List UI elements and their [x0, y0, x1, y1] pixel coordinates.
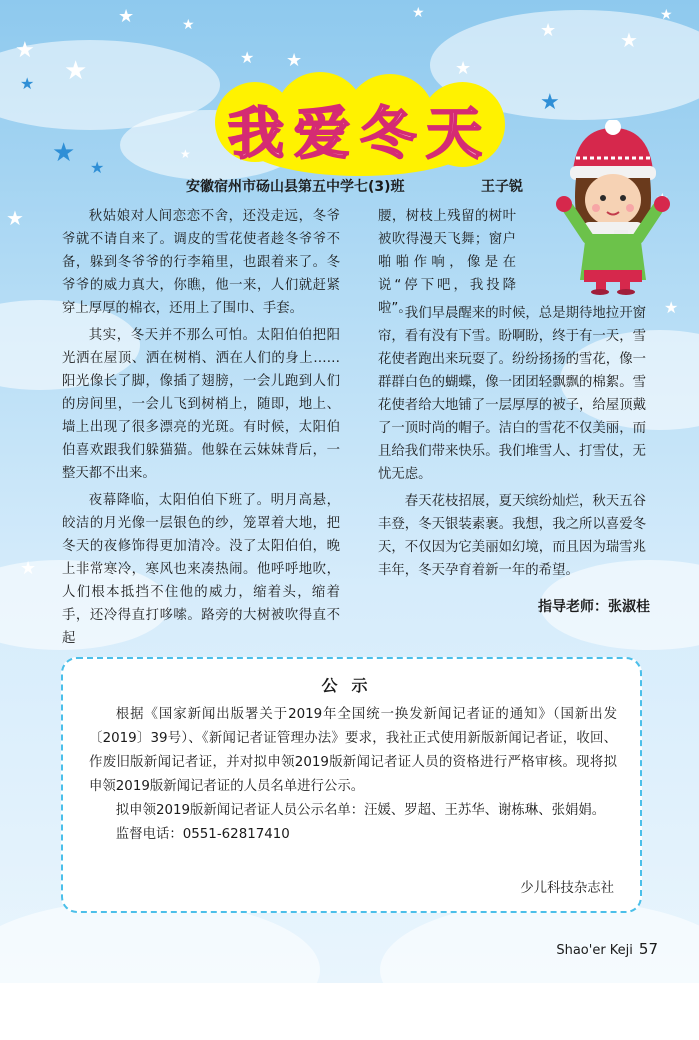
girl-in-winter-clothes-illustration: [528, 120, 698, 295]
public-notice-box: [61, 657, 642, 913]
advisor-teacher: 指导老师：张淑桂: [538, 599, 650, 615]
notice-body: [89, 703, 617, 847]
cloud-decoration: [380, 900, 699, 1040]
author-name: 王子锐: [481, 179, 523, 195]
article-right-column: [378, 302, 646, 582]
star-icon: ★: [64, 56, 88, 86]
article-paragraph: 其实，冬天并不那么可怕。太阳伯伯把阳光洒在屋顶、洒在树梢、洒在人们的身上……阳光像长了脚，像插了翅膀，一会儿跑到人们的房间里，一会儿飞到树梢上，随即，地上、墙上出现了很多漂亮的光斑。有时候，太阳伯伯喜欢跟我们躲猫猫。他躲在云妹妹背后，一整天都不出来。: [62, 328, 340, 481]
article-paragraph: 我们早晨醒来的时候，总是期待地拉开窗帘，看有没有下雪。盼啊盼，终于有一天，雪花使者跑出来玩耍了。纷纷扬扬的雪花，像一群群白色的蝴蝶，像一团团轻飘飘的棉絮。雪花使者给大地铺了一层厚厚的被子，给屋顶戴了一顶时尚的帽子。洁白的雪花不仅美丽，而且给我们带来快乐。我们堆雪人、打雪仗，无忧无虑。: [378, 306, 646, 482]
star-icon: ★: [664, 298, 679, 317]
star-icon: ★: [412, 5, 425, 21]
star-icon: ★: [15, 38, 35, 63]
star-icon: ★: [52, 138, 76, 168]
article-title-banner: [215, 72, 505, 192]
article-left-column: [62, 205, 340, 650]
star-icon: ★: [182, 17, 195, 33]
article-title: 我爱冬天: [228, 102, 492, 167]
star-icon: ★: [540, 90, 560, 115]
notice-title: 公示: [321, 676, 382, 695]
star-icon: ★: [180, 147, 191, 161]
article-paragraph: 腰，树枝上残留的树叶被吹得漫天飞舞；窗户啪啪作响，像是在说“停下吧，我投降啦”。: [378, 209, 516, 316]
page-number: 57: [638, 940, 658, 958]
star-icon: ★: [620, 28, 638, 52]
magazine-name: Shao'er Keji: [556, 943, 633, 958]
article-paragraph: 秋姑娘对人间恋恋不舍，还没走远，冬爷爷就不请自来了。调皮的雪花使者趁冬爷爷不备，躲到冬爷爷的行李箱里，也跟着来了。冬爷爷的威力真大，你瞧，他一来，人们就赶紧穿上厚厚的棉衣，还用上了围巾、手套。: [62, 209, 340, 316]
author-school: 安徽宿州市砀山县第五中学七(3)班: [186, 179, 405, 195]
notice-paragraph: 根据《国家新闻出版署关于2019年全国统一换发新闻记者证的通知》（国新出发〔2019〕39号）、《新闻记者证管理办法》要求，我社正式使用新版新闻记者证，收回、作废旧版新闻记者证，并对拟申领2019版新闻记者证人员的资格进行严格审核。现将拟申领2019版新闻记者证的人员名单进行公示。: [89, 707, 617, 794]
notice-signature: 少儿科技杂志社: [520, 881, 614, 896]
star-icon: ★: [455, 58, 472, 79]
article-paragraph: 夜幕降临，太阳伯伯下班了。明月高悬，皎洁的月光像一层银色的纱，笼罩着大地，把冬天的夜修饰得更加清冷。没了太阳伯伯，晚上非常寒冷，寒风也来凑热闹。他呼呼地吹，人们根本抵挡不住他的威力，缩着头，缩着手，还冷得直打哆嗦。路旁的大树被吹得直不起: [62, 493, 340, 646]
star-icon: ★: [286, 50, 303, 71]
star-icon: ★: [20, 74, 35, 93]
notice-phone: 监督电话：0551-62817410: [115, 827, 290, 842]
star-icon: ★: [660, 7, 673, 23]
star-icon: ★: [240, 48, 255, 67]
notice-paragraph: 拟申领2019版新闻记者证人员公示名单：汪媛、罗超、王苏华、谢栋琳、张娟娟。: [115, 803, 606, 818]
star-icon: ★: [6, 206, 24, 230]
cloud-decoration: [0, 900, 320, 1040]
star-icon: ★: [118, 6, 135, 27]
star-icon: ★: [540, 20, 557, 41]
page-footer: [556, 940, 658, 958]
star-icon: ★: [90, 158, 105, 177]
star-icon: ★: [20, 558, 37, 579]
article-paragraph: 春天花枝招展，夏天缤纷灿烂，秋天五谷丰登，冬天银装素裹。我想，我之所以喜爱冬天，不仅因为它美丽如幻境，而且因为瑞雪兆丰年，冬天孕育着新一年的希望。: [378, 494, 646, 578]
